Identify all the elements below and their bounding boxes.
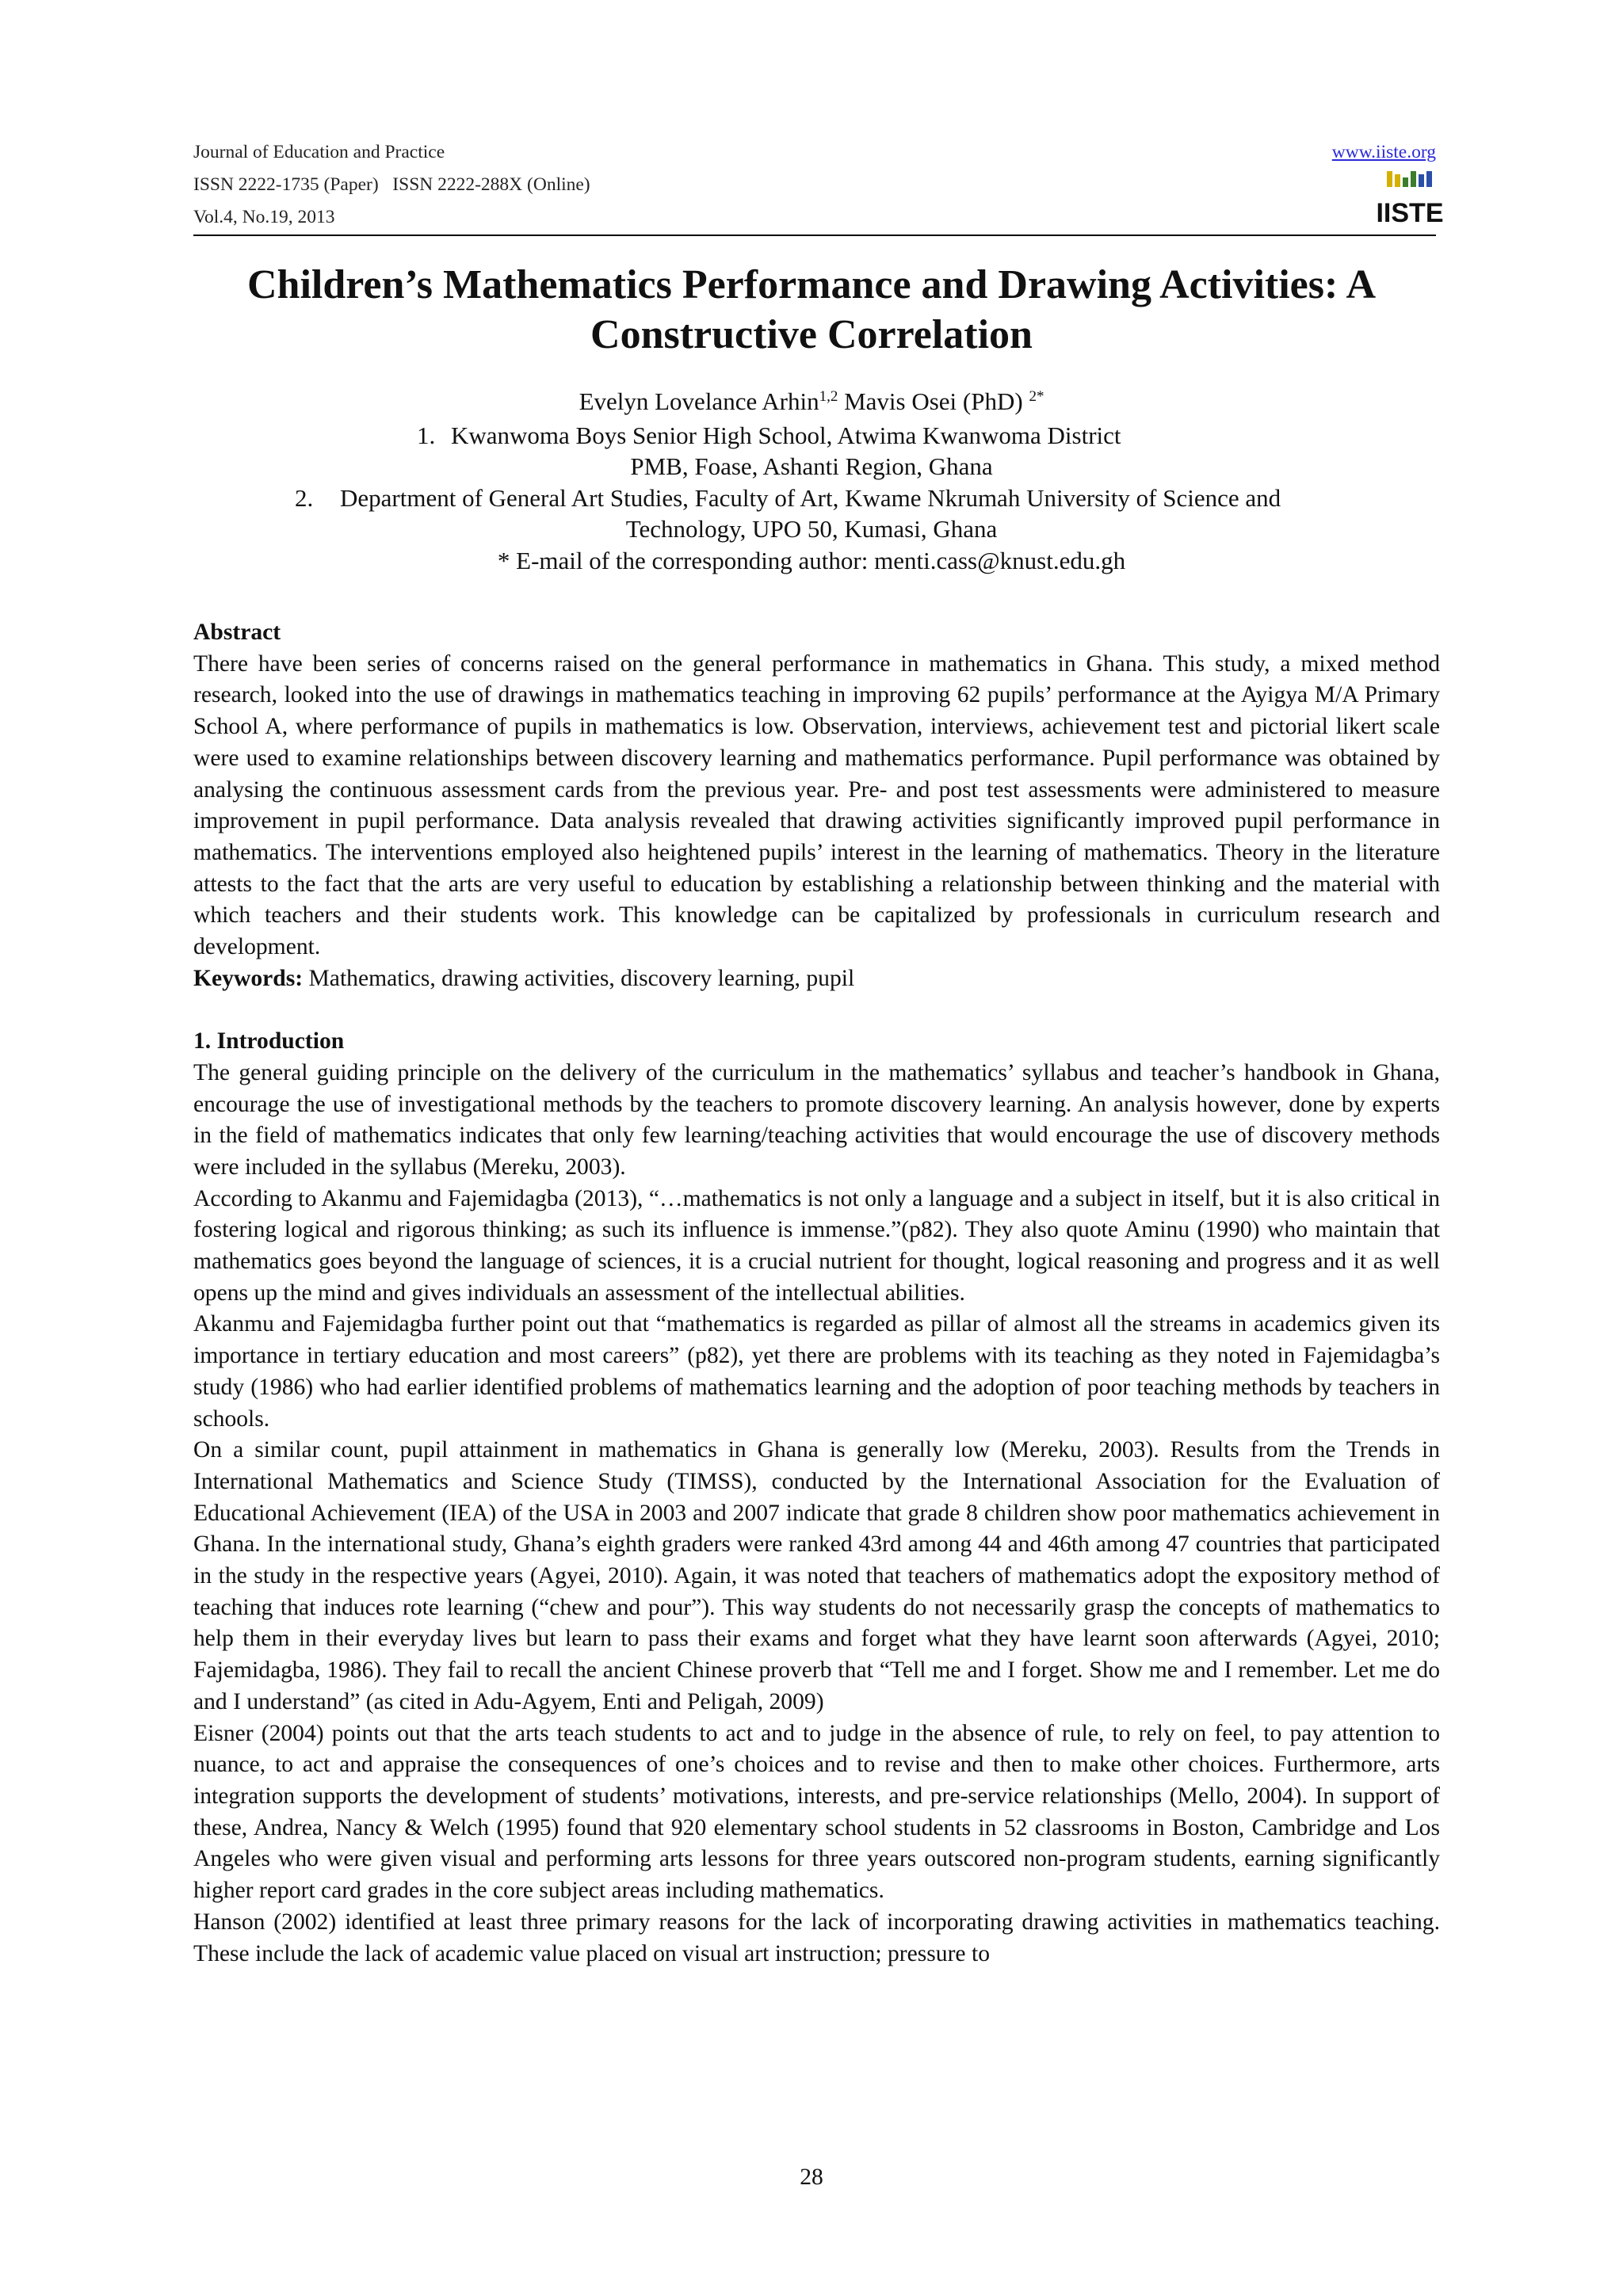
keywords [193, 963, 1440, 995]
journal-header [193, 136, 590, 234]
paper-title [158, 260, 1465, 360]
journal-name: Journal of Education and Practice [193, 142, 445, 162]
abstract-text: There have been series of concerns raised on the general performance in mathematics in Ghana. This study, a mixed method research, looked into the use of drawings in mathematics teaching in improving 62 pupils’ performance at the Ayigya M/A Primary School A, where performance of pupils in mathematics is low. Observation, interviews, achievement test and pictorial likert scale were used to examine relationships between discovery learning and mathematics performance. Pupil performance was obtained by analysing the continuous assessment cards from the previous year. Pre- and post test assessments were administered to measure improvement in pupil performance. Data analysis revealed that drawing activities significantly improved pupil performance in mathematics. The interventions employed also heightened pupils’ interest in the learning of mathematics. Theory in the literature attests to the fact that the arts are very useful to education by establishing a relationship between thinking and the material with which teachers and their students work. This knowledge can be capitalized by professionals in curriculum research and development. [193, 650, 1440, 960]
affiliation-1-line-2: PMB, Foase, Ashanti Region, Ghana [630, 452, 993, 480]
affiliation-1-line-1: Kwanwoma Boys Senior High School, Atwima Kwanwoma District [451, 421, 1121, 449]
author-1: Evelyn Lovelance Arhin [579, 387, 819, 415]
affiliation-1-number: 1. [417, 421, 436, 449]
issn-line: ISSN 2222-1735 (Paper) ISSN 2222-288X (Online) [193, 174, 590, 195]
author-2: Mavis Osei (PhD) [838, 387, 1029, 415]
affiliation-2-line-2: Technology, UPO 50, Kumasi, Ghana [625, 515, 998, 543]
intro-paragraph: Hanson (2002) identified at least three primary reasons for the lack of incorporating drawing activities in mathematics teaching. These include the lack of academic value placed on visual art instruction; pressure to [193, 1909, 1440, 1966]
paper-body [193, 617, 1440, 1970]
logo-text: IISTE [1376, 198, 1444, 228]
intro-paragraph: Eisner (2004) points out that the arts teach students to act and to judge in the absence of rule, to rely on feel, to pay attention to nuance, to act and appraise the consequences of one’s choices and to revise and then to make other choices. Furthermore, arts integration supports the development of students’ motivations, interests, and pre-service relationships (Mello, 2004). In support of these, Andrea, Nancy & Welch (1995) found that 920 elementary school students in 52 classrooms in Boston, Cambridge and Los Angeles who were given visual and performing arts lessons for three years outscored non-program students, earning significantly higher report card grades in the core subject areas including mathematics. [193, 1720, 1440, 1904]
author-1-affiliation: 1,2 [819, 388, 838, 405]
journal-header-right [1332, 136, 1436, 169]
header-rule [193, 235, 1436, 236]
keywords-label: Keywords: [193, 965, 304, 991]
volume-line: Vol.4, No.19, 2013 [193, 207, 335, 227]
intro-paragraph: According to Akanmu and Fajemidagba (2013), “…mathematics is not only a language and a subject in itself, but it is also critical in fostering logical and rigorous thinking; as such its influence is immense.”(p82). They also quote Aminu (1990) who maintain that mathematics goes beyond the language of sciences, it is a crucial nutrient for thought, logical reasoning and progress and it as well opens up the mind and gives individuals an assessment of the intellectual abilities. [193, 1185, 1440, 1306]
intro-paragraph: The general guiding principle on the delivery of the curriculum in the mathematics’ syllabus and teacher’s handbook in Ghana, encourage the use of investigational methods by the teachers to promote discovery learning. An analysis however, done by experts in the field of mathematics indicates that only few learning/teaching activities that would encourage the use of discovery methods were included in the syllabus (Mereku, 2003). [193, 1059, 1440, 1180]
keywords-list: Mathematics, drawing activities, discovery learning, pupil [303, 965, 855, 991]
introduction-heading: 1. Introduction [193, 1028, 345, 1055]
intro-paragraph: On a similar count, pupil attainment in mathematics in Ghana is generally low (Mereku, 2003). Results from the Trends in International Mathematics and Science Study (TIMSS), conducted by the International Association for the Evaluation of Educational Achievement (IEA) of the USA in 2003 and 2007 indicate that grade 8 children show poor mathematics achievement in Ghana. In the international study, Ghana’s eighth graders were ranked 43rd among 44 and 46th among 47 countries that participated in the study in the respective years (Agyei, 2010). Again, it was noted that teachers of mathematics adopt the expository method of teaching that induces rote learning (“chew and pour”). This way students do not necessarily grasp the concepts of mathematics to help them in their everyday lives but learn to pass their exams and forget what they have learnt soon afterwards (Agyei, 2010; Fajemidagba, 1986). They fail to recall the ancient Chinese proverb that “Tell me and I forget. Show me and I remember. Let me do and I understand” (as cited in Adu-Agyem, Enti and Peligah, 2009) [193, 1437, 1440, 1714]
author-line [158, 386, 1465, 418]
affiliation-2-number: 2. [295, 484, 314, 512]
intro-paragraph: Akanmu and Fajemidagba further point out that “mathematics is regarded as pillar of almost all the streams in academics given its importance in tertiary education and most careers” (p82), yet there are problems with its teaching as they noted in Fajemidagba’s study (1986) who had earlier identified problems of mathematics learning and the adoption of poor teaching methods by teachers in schools. [193, 1311, 1440, 1432]
title-line-1: Children’s Mathematics Performance and Drawing Activities: A [246, 262, 1376, 307]
section-spacer [193, 994, 1440, 1026]
journal-url-link[interactable]: www.iiste.org [1331, 142, 1436, 162]
iiste-logo [1376, 170, 1444, 228]
title-line-2: Constructive Correlation [590, 312, 1033, 357]
page-number: 28 [800, 2164, 823, 2190]
author-2-affiliation: 2* [1029, 388, 1044, 405]
affiliation-2-line-1: Department of General Art Studies, Faculty of Art, Kwame Nkrumah University of Science and [340, 484, 1281, 512]
corresponding-email: * E-mail of the corresponding author: menti.cass@knust.edu.gh [497, 547, 1126, 574]
abstract-heading: Abstract [193, 620, 281, 645]
